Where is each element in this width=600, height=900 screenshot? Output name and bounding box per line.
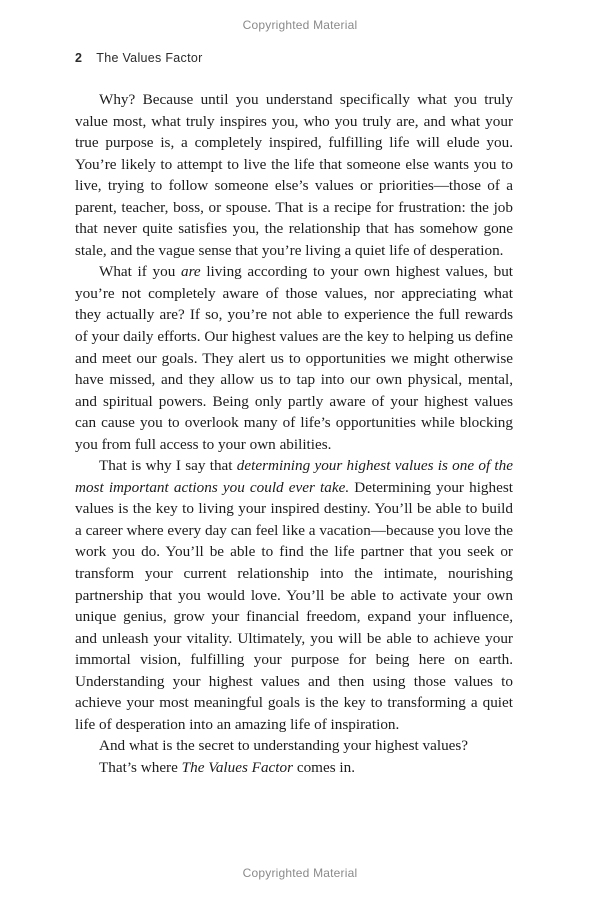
text-run: And what is the secret to understanding your highest values? xyxy=(99,737,469,755)
paragraph xyxy=(75,89,513,261)
running-header xyxy=(75,51,203,65)
body-text xyxy=(75,89,513,779)
copyright-notice-top: Copyrighted Material xyxy=(242,18,358,32)
paragraph xyxy=(75,735,513,757)
text-run: What if you xyxy=(99,263,181,281)
italic-text-run: are xyxy=(180,263,201,281)
text-run: living according to your own highest values, but you’re not completely aware of those values, nor appreciating what they actually are? If so, you’re not able to experience the full rewards of your daily efforts. Our highest values are the key to helping us define and meet our goals. They alert us to opportunities we might otherwise have missed, and they allow us to tap into our own physical, mental, and spiritual powers. Being only partly aware of your highest values can cause you to overlook many of life’s opportunities while blocking you from full access to your own abilities. xyxy=(75,263,514,453)
page-number: 2 xyxy=(75,51,83,65)
text-run: comes in. xyxy=(293,758,356,776)
italic-text-run: determining your highest values is one of the most important actions you could ever take. xyxy=(75,457,513,496)
running-header-title: The Values Factor xyxy=(96,51,203,65)
italic-text-run: The Values Factor xyxy=(181,758,294,776)
paragraph xyxy=(75,757,513,779)
paragraph xyxy=(75,261,513,455)
text-run: That is why I say that xyxy=(99,457,237,475)
text-run: That’s where xyxy=(99,758,182,776)
text-run: Determining your highest values is the key to living your inspired destiny. You’ll be able to build a career where every day can feel like a vacation—because you love the work you do. You’ll be able to find the life partner that you seek or transform your current relationship into the intimate, nourishing partnership that you would love. You’ll be able to activate your own unique genius, grow your financial freedom, expand your influence, and unleash your vitality. Ultimately, you will be able to achieve your immortal vision, fulfilling your purpose for being here on earth. Understanding your highest values and then using those values to achieve your most meaningful goals is the key to transforming a quiet life of desperation into an amazing life of inspiration. xyxy=(75,478,513,733)
text-run: Why? Because until you understand specifically what you truly value most, what truly inspires you, who you truly are, and what your true purpose is, a completely inspired, fulfilling life will elude you. You’re likely to attempt to live the life that someone else wants you to live, trying to follow someone else’s values or priorities—those of a parent, teacher, boss, or spouse. That is a recipe for frustration: the job that never quite satisfies you, the relationship that has somehow gone stale, and the vague sense that you’re living a quiet life of desperation. xyxy=(75,91,513,259)
copyright-notice-bottom: Copyrighted Material xyxy=(242,866,358,880)
paragraph xyxy=(75,455,513,735)
